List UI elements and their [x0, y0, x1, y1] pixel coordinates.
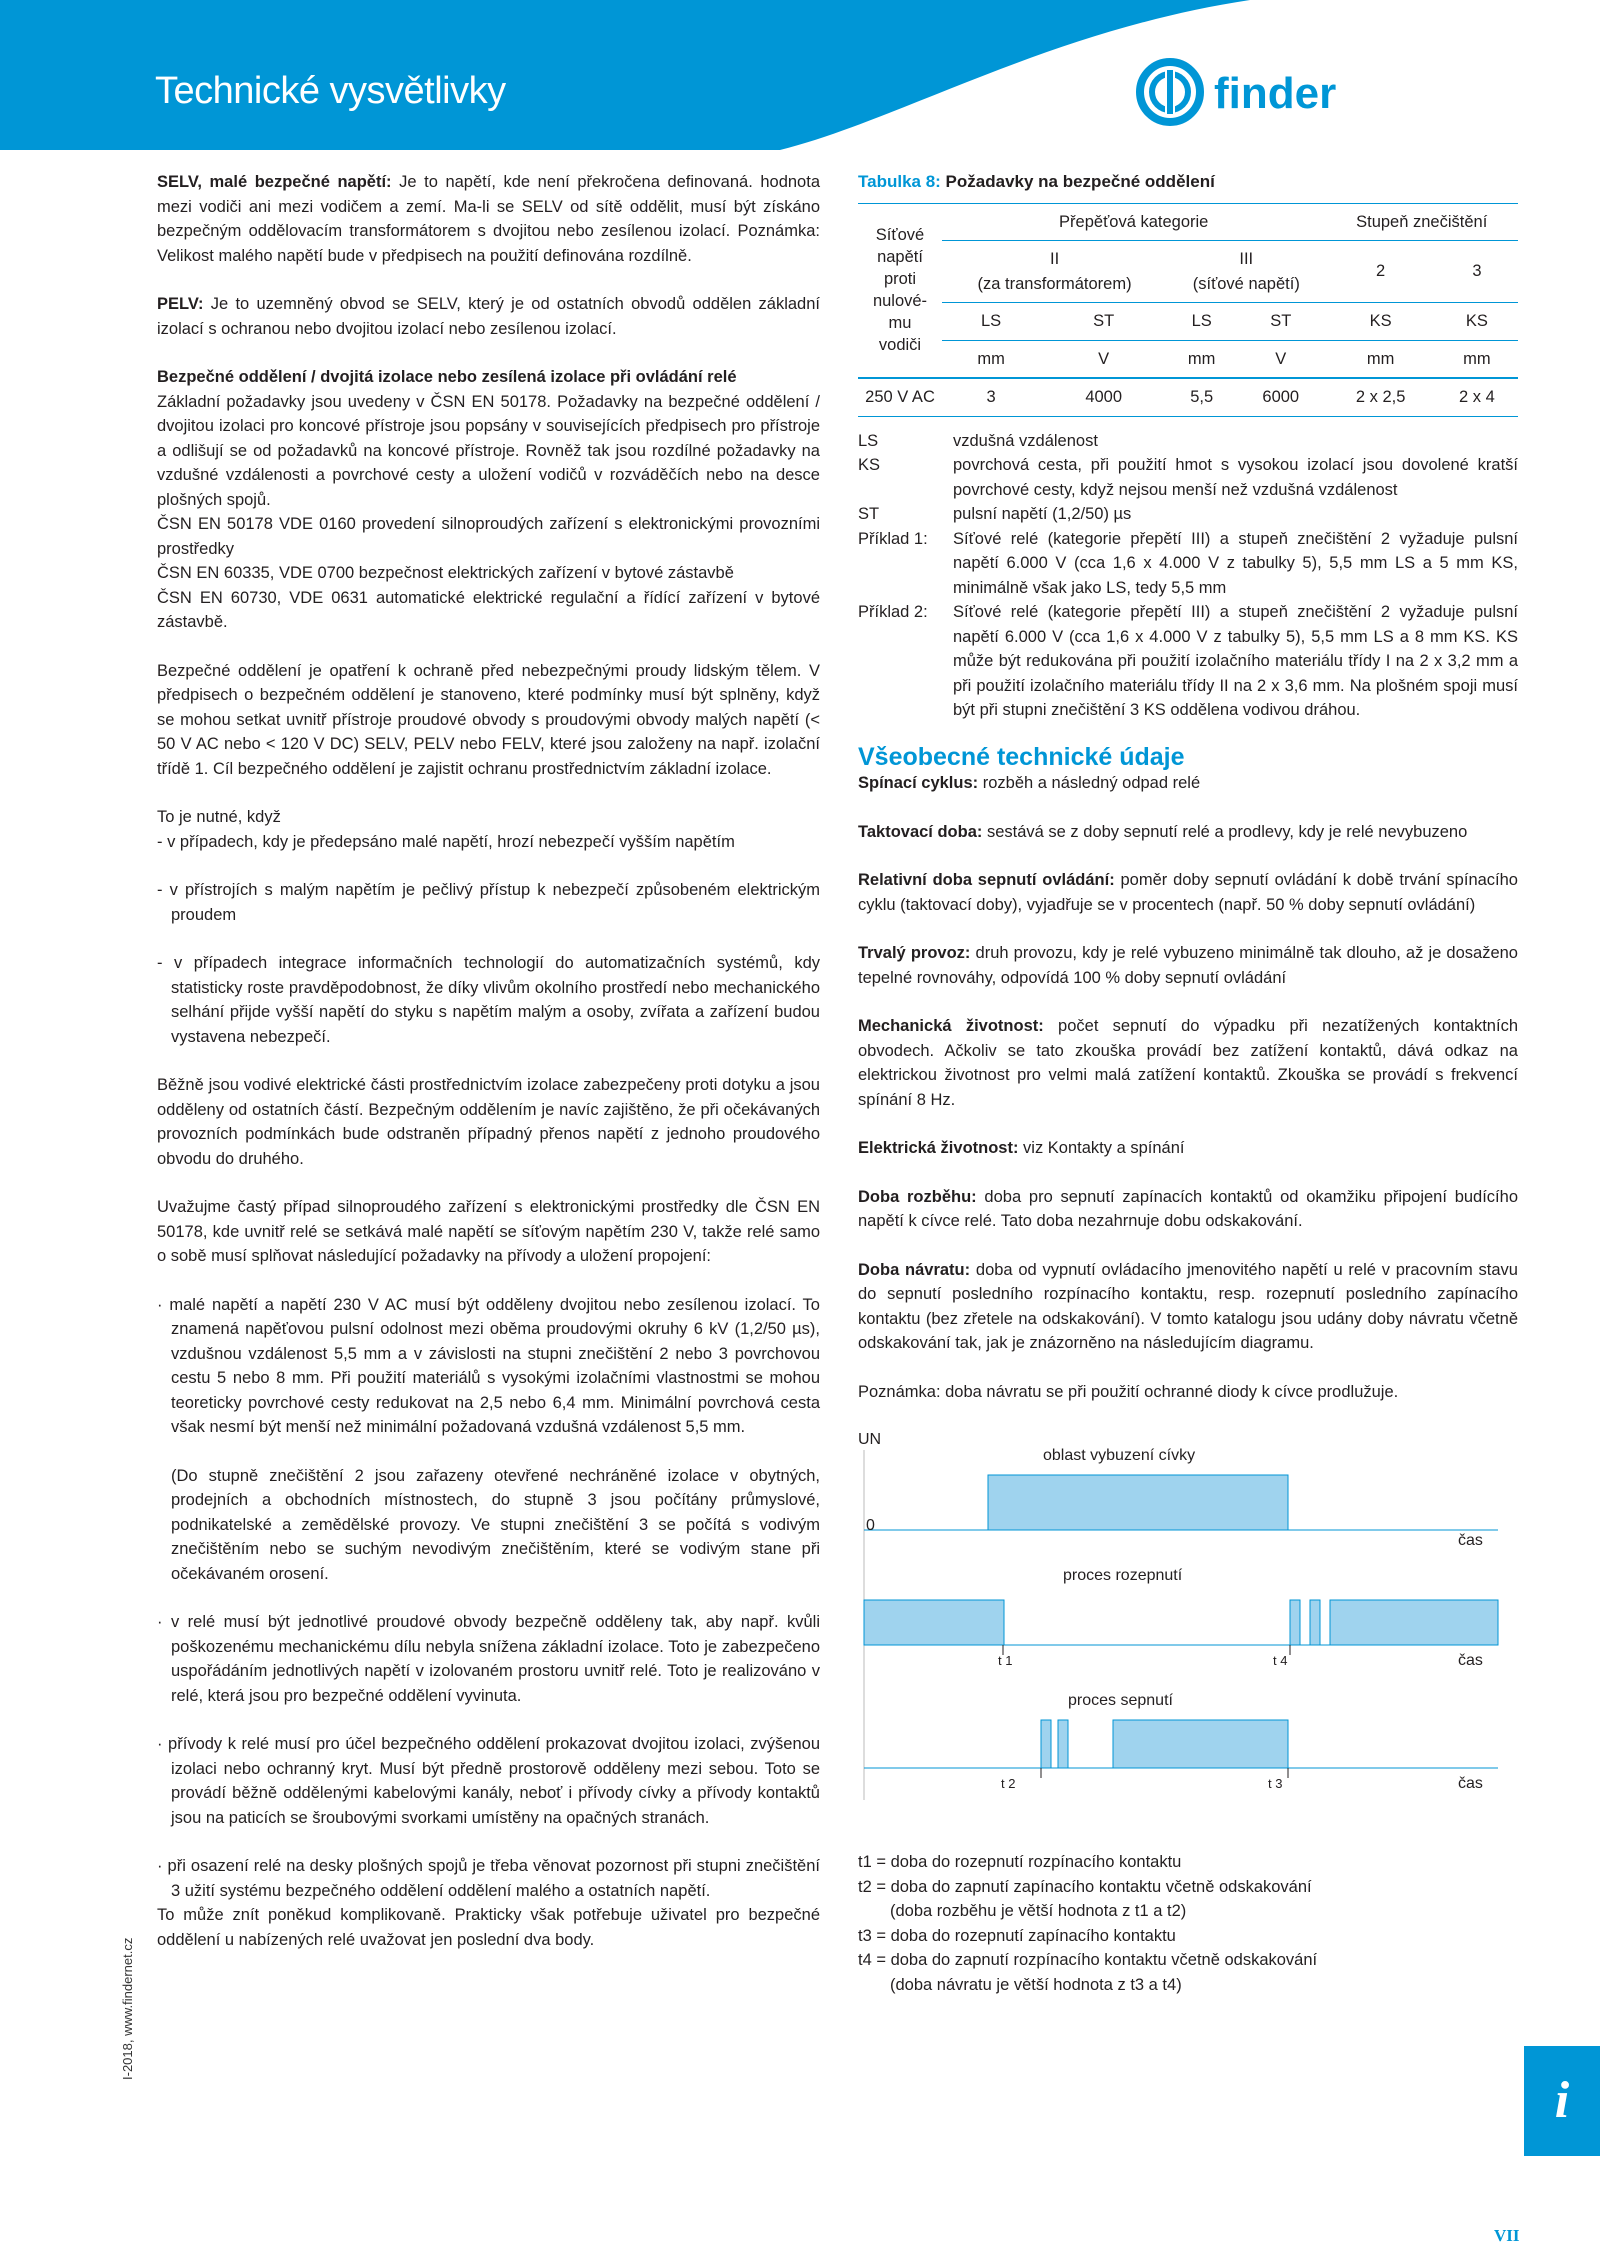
svg-text:t 1: t 1 — [998, 1653, 1013, 1668]
page-number: VII — [1494, 2226, 1520, 2245]
svg-text:finder: finder — [1214, 69, 1337, 118]
svg-text:oblast vybuzení cívky: oblast vybuzení cívky — [1043, 1447, 1196, 1464]
open-before — [864, 1600, 1004, 1645]
info-tab: i — [1524, 2046, 1600, 2156]
svg-text:čas: čas — [1458, 1532, 1483, 1549]
time-definitions: t1 = doba do rozepnutí rozpínacího kontaktu t2 = doba do zapnutí zapínacího kontaktu včetně odskakování (doba rozběhu je větší hodnota z t1 a t2) t3 = doba do rozepnutí zapínacího kontaktu t4 = doba do zapnutí rozpínacího kontaktu včetně odskakování (doba návratu je větší hodnota z t3 a t4) — [858, 1853, 1318, 1994]
header-banner — [0, 0, 1600, 150]
svg-text:proces sepnutí: proces sepnutí — [1068, 1692, 1173, 1709]
timing-diagram — [858, 1430, 1518, 1810]
table-title: Tabulka 8: Požadavky na bezpečné oddělení — [858, 172, 1215, 191]
svg-text:t 3: t 3 — [1268, 1776, 1283, 1791]
svg-text:proces rozepnutí: proces rozepnutí — [1063, 1567, 1183, 1584]
svg-text:0: 0 — [866, 1517, 875, 1534]
svg-text:t 2: t 2 — [1001, 1776, 1016, 1791]
table-8: Síťové napětí proti nulové- mu vodiči Přepěťová kategorie Stupeň znečištění II (za transformátorem) III (síťové napětí) 2 3 LS ST LS ST KS KS mm V mm V mm mm 250 V AC 3 4000 5,5 6000 2 x 2,5 2 x 4 — [858, 203, 1518, 417]
side-footer: I-2018, www.findernet.cz — [120, 1937, 135, 2080]
svg-text:t 4: t 4 — [1273, 1653, 1288, 1668]
finder-logo — [1130, 52, 1410, 132]
svg-text:čas: čas — [1458, 1652, 1483, 1669]
close-pulse — [1113, 1720, 1288, 1768]
left-column: SELV, malé bezpečné napětí: Je to napětí, kde není překročena definovaná. hodnota mezi vodiči ani mezi vodičem a zemí. Ma-li se SELV od sítě oddělit, musí být získáno bezpečným oddělovacím transformátorem s dvojitou nebo zesílenou izolací. Poznámka: Velikost malého napětí bude v předpisech na použití definována rozdílně. PELV: Je to uzemněný obvod se SELV, který je od ostatních obvodů oddělen základní izolací s ochranou nebo dvojitou izolací nebo zesílenou izolací. Bezpečné oddělení / dvojitá izolace nebo zesílená izolace při ovládání relé Základní požadavky jsou uvedeny v ČSN EN 50178. Požadavky na bezpečné oddělení / dvojitou izolaci pro koncové přístroje jsou popsány v souvisejících předpisech pro přístroje a odlišují se od požadavků na koncové přístroje. Rovněž tak jsou rozdílné požadavky na vzdušné vzdálenosti a povrchové cesty a uložení vodičů v rozváděčích nebo na desce plošných spojů. ČSN EN 50178 VDE 0160 provedení silnoproudých zařízení s elektronickými provozními prostředky ČSN EN 60335, VDE 0700 bezpečnost elektrických zařízení v bytové zástavbě ČSN EN 60730, VDE 0631 automatické elektrické regulační a řídící zařízení v bytové zástavbě. Bezpečné oddělení je opatření k ochraně před nebezpečnými proudy lidským tělem. V předpisech o bezpečném oddělení je stanoveno, které podmínky musí být splněny, když se mohou setkat uvnitř přístroje proudové obvody s proudovými obvody malých napětí (< 50 V AC nebo < 120 V DC) SELV, PELV nebo FELV, které jsou založeny na např. izolační třídě 1. Cíl bezpečného oddělení je zajistit ochranu prostřednictvím základní izolace. To je nutné, když - v případech, kdy je předepsáno malé napětí, hrozí nebezpečí vyšším napětím - v přístrojích s malým napětím je pečlivý přístup k nebezpečí způsobeném elektrickým proudem - v případech integrace informačních technologií do automatizačních systémů, kdy statisticky roste pravděpodobnost, že díky vlivům okolního prostředí nebo mechanického selhání přijde vyšší napětí do styku s napětím malým a osoby, zvířata a zařízení budou vystavena nebezpečí. Běžně jsou vodivé elektrické části prostřednictvím izolace zabezpečeny proti dotyku a jsou odděleny od ostatních částí. Bezpečným oddělením je navíc zajištěno, že při očekávaných provozních podmínkách bude odstraněn případný přenos napětí z jednoho proudového obvodu do druhého. Uvažujme častý případ silnoproudého zařízení s elektronickými prostředky dle ČSN EN 50178, kde uvnitř relé se setkává malé napětí se síťovým napětím 230 V, takže relé samo o sobě musí splňovat následující požadavky na přívody a uložení propojení: · malé napětí a napětí 230 V AC musí být odděleny dvojitou nebo zesílenou izolací. To znamená napěťovou pulsní odolnost mezi oběma proudovými okruhy 6 kV (1,2/50 µs), vzdušnou vzdálenost 5,5 mm a v závislosti na stupni znečištění 2 nebo 3 povrchovou cestu 5 nebo 8 mm. Při použití materiálů s vysokými izolačními vlastnostmi se mohou teoreticky povrchové cesty redukovat na 2,5 nebo 6,4 mm. Minimální povrchová cesta však nesmí být menší než minimální požadovaná vzdušná vzdálenost 5,5 mm. (Do stupně znečištění 2 jsou zařazeny otevřené nechráněné izolace v obytných, prodejních a obchodních místnostech, do stupně 3 jsou počítány průmyslové, podnikatelské a zemědělské provozy. Ve stupni znečištění 3 se počítá s vodivým znečištěním nebo se suchým nevodivým znečištěním, které se vodivým stane při očekávaném orosení. · v relé musí být jednotlivé proudové obvody bezpečně odděleny tak, aby např. kvůli poškozenému mechanickému dílu nebyla snížena základní izolace. Toto je zabezpečeno uspořádáním jednotlivých napětí v izolovaném prostoru uvnitř relé. Toto je realizováno v relé, která jsou pro bezpečné oddělení vyvinuta. · přívody k relé musí pro účel bezpečného oddělení prokazovat dvojitou izolaci, zvýšenou izolaci nebo ochranný kryt. Musí být předně prostorově odděleny mezi sebou. Toto se provádí běžně oddělenými kabelovými kanály, neboť i přívody cívky a přívody kontaktů jsou na paticích se šroubovými svorkami umístěny na opačných stranách. · při osazení relé na desky plošných spojů je třeba věnovat pozornost při stupni znečištění 3 užití systému bezpečného oddělení oddělení malého a ostatních napětí. To může znít poněkud komplikovaně. Prakticky však potřebuje uživatel pro bezpečné oddělení u nabízených relé uvažovat jen poslední dva body. — [157, 173, 820, 1949]
coil-pulse — [988, 1475, 1288, 1530]
definitions: LS vzdušná vzdálenost KS povrchová cesta, při použití hmot s vysokou izolací jsou dovolené kratší povrchové cesty, když nejsou menší než vzdušná vzdálenost ST pulsní napětí (1,2/50) µs Příklad 1: Síťové relé (kategorie přepětí III) a stupeň znečištění 2 vyžaduje pulsní napětí 6.000 V (cca 1,6 x 4.000 V z tabulky 5), 5,5 mm LS a 5 mm KS, minimálně však jako LS, tedy 5,5 mm Příklad 2: Síťové relé (kategorie přepětí III) a stupeň znečištění 2 vyžaduje pulsní napětí 6.000 V (cca 1,6 x 4.000 V z tabulky 5), 5,5 mm LS a 8 mm KS. KS může být redukována při použití izolačního materiálu třídy I na 2 x 3,2 mm a při použití izolačního materiálu třídy II na 2 x 3,6 mm. Na plošném spoji musí být při stupni znečištění 3 KS oddělena vodivou dráhou. — [858, 431, 1518, 719]
right-column: Tabulka 8: Požadavky na bezpečné oddělení Síťové napětí proti nulové- mu vodiči Přepěťová kategorie Stupeň znečištění II (za transformátorem) III (síťové napětí) 2 3 LS ST LS ST KS KS mm V mm V mm mm 250 V AC 3 4000 5,5 6000 2 x 2,5 2 x 4 LS vzdušná vzdálenost KS povrchová cesta, při použití hmot s vysokou izolací jsou dovolené kratší povrchové cesty, když nejsou menší než vzdušná vzdálenost ST pulsní napětí (1,2/50) µs Příklad 1: Síťové relé (kategorie přepětí III) a stupeň znečištění 2 vyžaduje pulsní napětí 6.000 V (cca 1,6 x 4.000 V z tabulky 5), 5,5 mm LS a 5 mm KS, minimálně však jako LS, tedy 5,5 mm Příklad 2: Síťové relé (kategorie přepětí III) a stupeň znečištění 2 vyžaduje pulsní napětí 6.000 V (cca 1,6 x 4.000 V z tabulky 5), 5,5 mm LS a 8 mm KS. KS může být redukována při použití izolačního materiálu třídy I na 2 x 3,2 mm a při použití izolačního materiálu třídy II na 2 x 3,6 mm. Na plošném spoji musí být při stupni znečištění 3 KS oddělena vodivou dráhou. Všeobecné technické údaje Spínací cyklus: rozběh a následný odpad relé Taktovací doba: sestává se z doby sepnutí relé a prodlevy, kdy je relé nevybuzeno Relativní doba sepnutí ovládání: poměr doby sepnutí ovládání k době trvání spínacího cyklu (taktovací doby), vyjadřuje se v procentech (např. 50 % doby sepnutí ovládání) Trvalý provoz: druh provozu, kdy je relé vybuzeno minimálně tak dlouho, až je dosaženo tepelné rovnováhy, odpovídá 100 % doby sepnutí ovládání Mechanická životnost: počet sepnutí do výpadku při nezatížených kontaktních obvodech. Ačkoliv se tato zkouška provádí bez zatížení kontaktů, dává odkaz na elektrickou životnost pro velmi malá zatížení kontaktů. Zkouška se provádí s frekvencí spínání 8 Hz. Elektrická životnost: viz Kontakty a spínání Doba rozběhu: doba pro sepnutí zapínacích kontaktů od okamžiku připojení budícího napětí k cívce relé. Tato doba nezahrnuje dobu odskakování. Doba návratu: doba od vypnutí ovládacího jmenovitého napětí u relé v pracovním stavu do sepnutí posledního rozpínacího kontaktu, resp. rozepnutí posledního zapínacího kontaktu (bez zřetele na odskakování). V tomto katalogu jsou udány doby návratu včetně odskakování tak, jak je znázorněno na následujícím diagramu. Poznámka: doba návratu se při použití ochranné diody k cívce prodlužuje. — [858, 172, 1518, 1401]
page-title: Technické vysvětlivky — [155, 70, 506, 112]
open-after — [1330, 1600, 1498, 1645]
svg-text:čas: čas — [1458, 1775, 1483, 1792]
un-label: UN — [858, 1431, 882, 1448]
section-heading: Všeobecné technické údaje — [858, 742, 1185, 771]
